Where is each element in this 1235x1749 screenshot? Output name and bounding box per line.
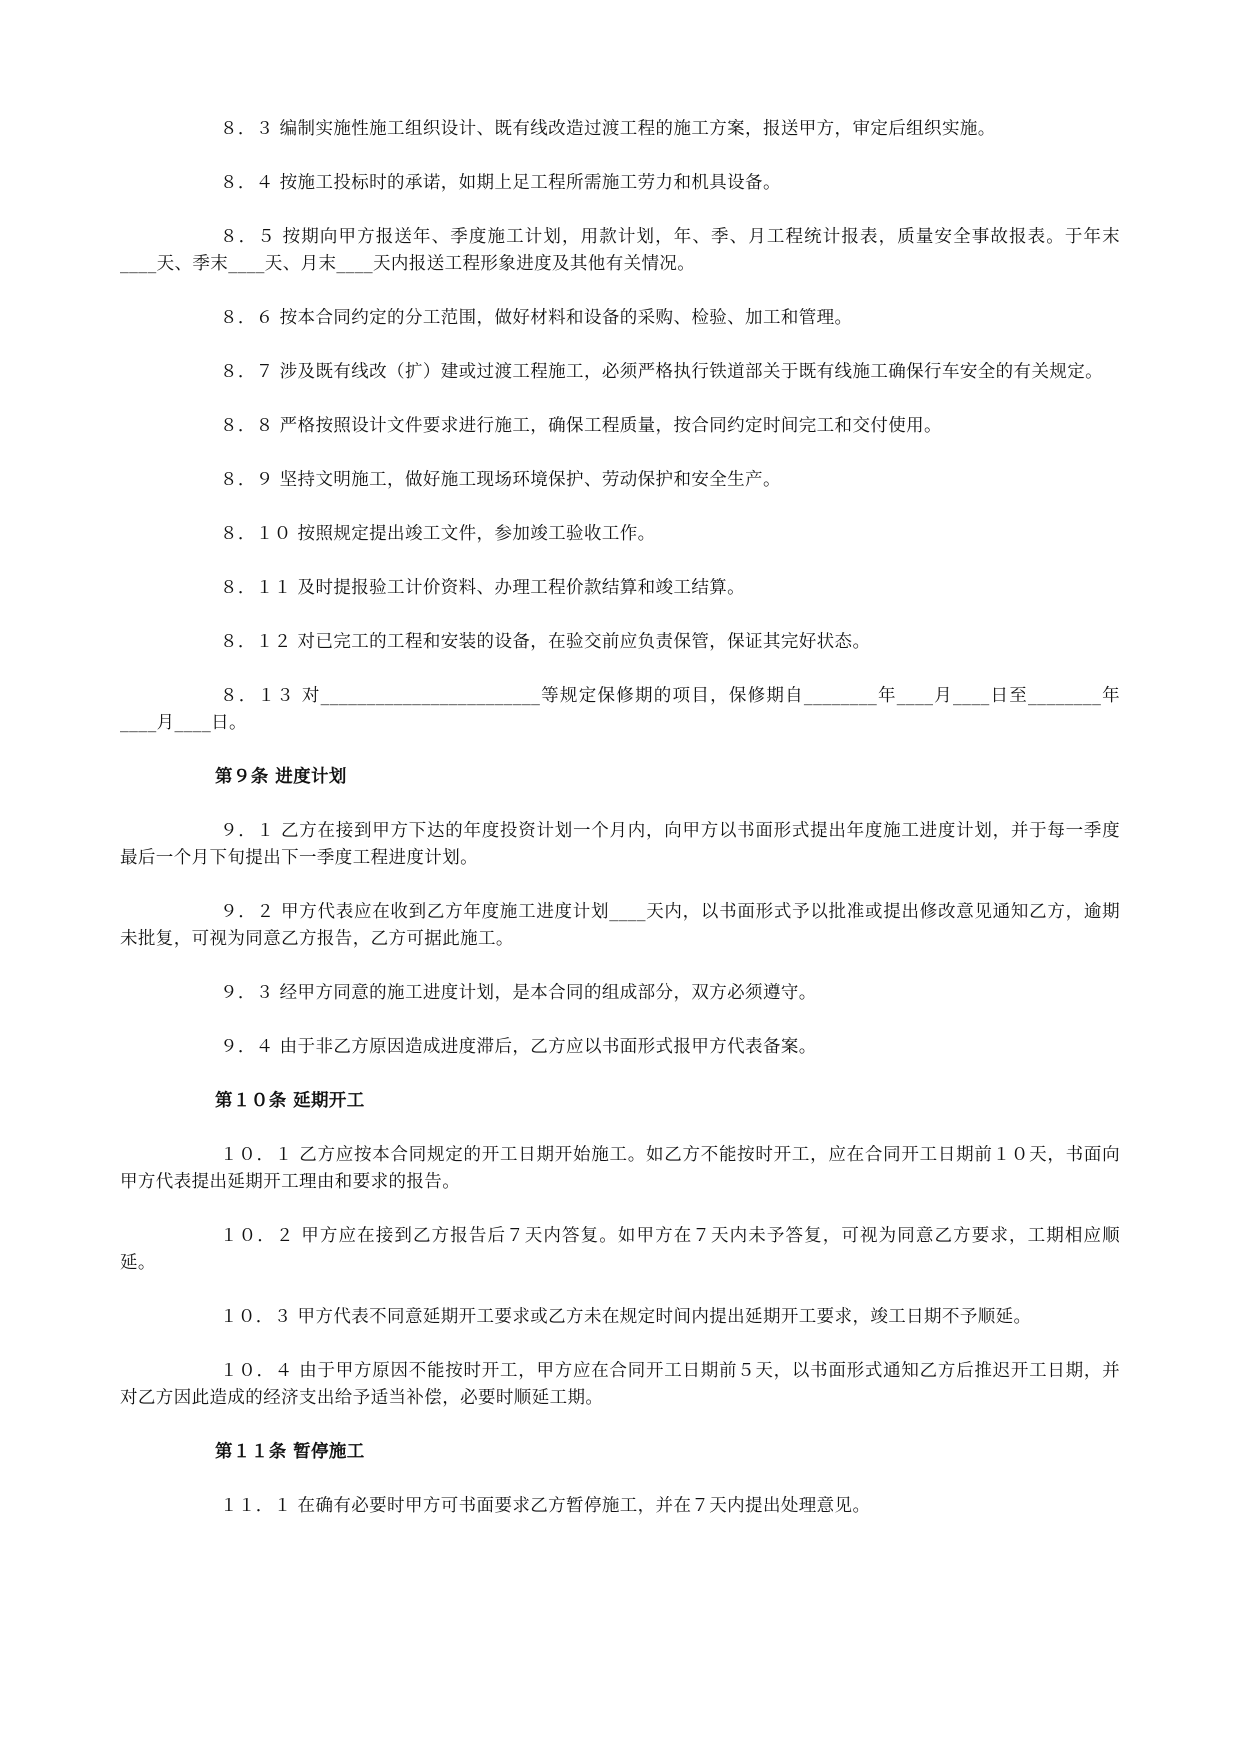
- clause-9-2: ９．２ 甲方代表应在收到乙方年度施工进度计划____天内，以书面形式予以批准或提出修改意见通知乙方，逾期未批复，可视为同意乙方报告，乙方可据此施工。: [120, 902, 1120, 949]
- clause-8-7: ８．７ 涉及既有线改（扩）建或过渡工程施工，必须严格执行铁道部关于既有线施工确保行车安全的有关规定。: [220, 362, 1104, 382]
- clause-8-5: ８．５ 按期向甲方报送年、季度施工计划，用款计划，年、季、月工程统计报表，质量安全事故报表。于年末____天、季末____天、月末____天内报送工程形象进度及其他有关情况。: [120, 227, 1120, 274]
- clause-10-2: １０．２ 甲方应在接到乙方报告后７天内答复。如甲方在７天内未予答复，可视为同意乙方要求，工期相应顺延。: [120, 1226, 1120, 1273]
- clause-9-1: ９．１ 乙方在接到甲方下达的年度投资计划一个月内，向甲方以书面形式提出年度施工进度计划，并于每一季度最后一个月下旬提出下一季度工程进度计划。: [120, 821, 1120, 868]
- clause-9-3: ９．３ 经甲方同意的施工进度计划，是本合同的组成部分，双方必须遵守。: [220, 983, 817, 1003]
- clause-8-3: ８．３ 编制实施性施工组织设计、既有线改造过渡工程的施工方案，报送甲方，审定后组织实施。: [220, 119, 996, 139]
- document-body: [120, 116, 1120, 1547]
- clause-10-4: １０．４ 由于甲方原因不能按时开工，甲方应在合同开工日期前５天，以书面形式通知乙方后推迟开工日期，并对乙方因此造成的经济支出给予适当补偿，必要时顺延工期。: [120, 1361, 1120, 1408]
- article-9-heading: 第９条 进度计划: [215, 767, 347, 787]
- clause-8-10: ８．１０ 按照规定提出竣工文件，参加竣工验收工作。: [220, 524, 656, 544]
- clause-8-11: ８．１１ 及时提报验工计价资料、办理工程价款结算和竣工结算。: [220, 578, 746, 598]
- clause-8-9: ８．９ 坚持文明施工，做好施工现场环境保护、劳动保护和安全生产。: [220, 470, 781, 490]
- clause-8-8: ８．８ 严格按照设计文件要求进行施工，确保工程质量，按合同约定时间完工和交付使用。: [220, 416, 942, 436]
- article-10-heading: 第１０条 延期开工: [215, 1091, 365, 1111]
- clause-9-4: ９．４ 由于非乙方原因造成进度滞后，乙方应以书面形式报甲方代表备案。: [220, 1037, 817, 1057]
- clause-8-4: ８．４ 按施工投标时的承诺，如期上足工程所需施工劳力和机具设备。: [220, 173, 781, 193]
- clause-8-12: ８．１２ 对已完工的工程和安装的设备，在验交前应负责保管，保证其完好状态。: [220, 632, 871, 652]
- article-11-heading: 第１１条 暂停施工: [215, 1442, 365, 1462]
- clause-8-13: ８．１３ 对________________________等规定保修期的项目，保修期自________年____月____日至________年____月____日。: [120, 686, 1120, 733]
- clause-11-1: １１．１ 在确有必要时甲方可书面要求乙方暂停施工，并在７天内提出处理意见。: [220, 1496, 871, 1516]
- clause-10-3: １０．３ 甲方代表不同意延期开工要求或乙方未在规定时间内提出延期开工要求，竣工日期不予顺延。: [220, 1307, 1032, 1327]
- clause-10-1: １０．１ 乙方应按本合同规定的开工日期开始施工。如乙方不能按时开工，应在合同开工日期前１０天，书面向甲方代表提出延期开工理由和要求的报告。: [120, 1145, 1120, 1192]
- clause-8-6: ８．６ 按本合同约定的分工范围，做好材料和设备的采购、检验、加工和管理。: [220, 308, 853, 328]
